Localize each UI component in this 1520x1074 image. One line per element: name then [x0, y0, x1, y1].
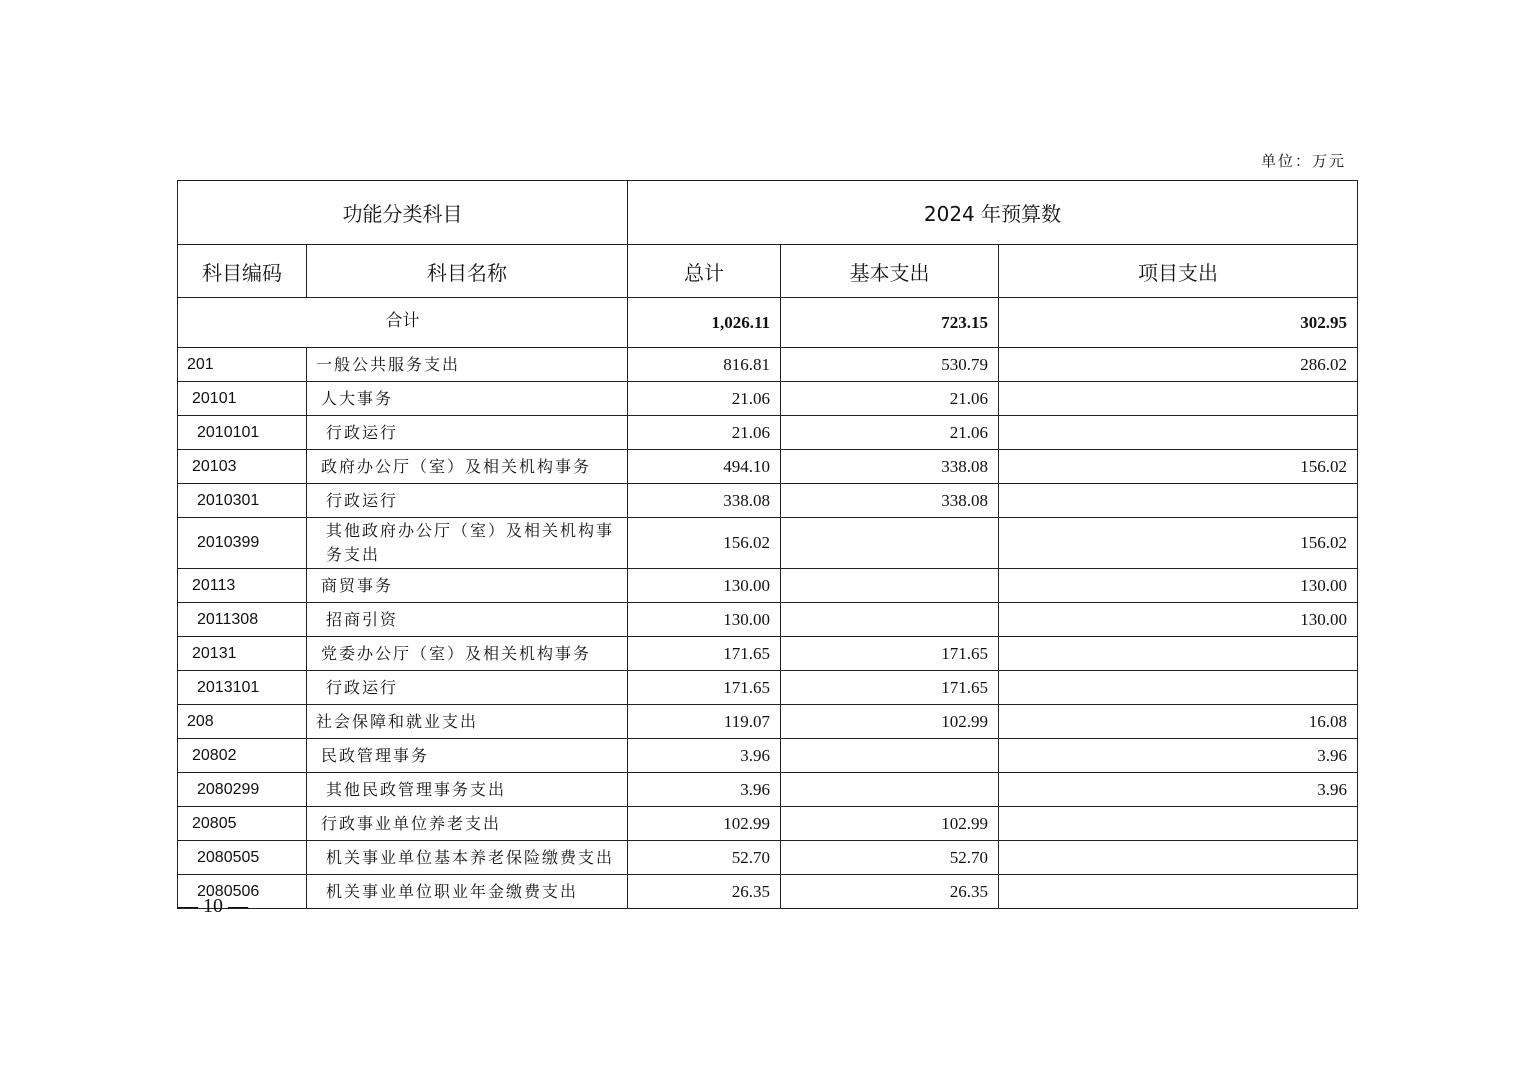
subject-name: 行政运行: [307, 416, 628, 450]
row-basic: 338.08: [781, 450, 999, 484]
row-total: 102.99: [628, 807, 781, 841]
row-project: [999, 637, 1358, 671]
row-basic: 102.99: [781, 705, 999, 739]
table-row: [178, 416, 1358, 450]
subject-name: 民政管理事务: [307, 739, 628, 773]
row-project: 3.96: [999, 773, 1358, 807]
total-row: [178, 298, 1358, 348]
total-sum: 1,026.11: [628, 298, 781, 348]
subject-name: 党委办公厅（室）及相关机构事务: [307, 637, 628, 671]
subject-name: 其他民政管理事务支出: [307, 773, 628, 807]
total-basic: 723.15: [781, 298, 999, 348]
row-project: 286.02: [999, 348, 1358, 382]
subject-name: 机关事业单位基本养老保险缴费支出: [307, 841, 628, 875]
subject-code: 201: [178, 348, 307, 382]
subject-name: 其他政府办公厅（室）及相关机构事务支出: [307, 518, 628, 569]
subject-code: 2010101: [178, 416, 307, 450]
row-total: 52.70: [628, 841, 781, 875]
row-basic: 102.99: [781, 807, 999, 841]
subject-code: 20805: [178, 807, 307, 841]
row-project: [999, 807, 1358, 841]
row-total: 816.81: [628, 348, 781, 382]
row-project: [999, 484, 1358, 518]
table-row: [178, 348, 1358, 382]
subject-code: 2013101: [178, 671, 307, 705]
subject-name: 行政运行: [307, 671, 628, 705]
subject-code: 208: [178, 705, 307, 739]
subject-code: 20802: [178, 739, 307, 773]
row-basic: 21.06: [781, 382, 999, 416]
row-project: 130.00: [999, 569, 1358, 603]
table-row: [178, 671, 1358, 705]
subject-name: 人大事务: [307, 382, 628, 416]
table-row: [178, 603, 1358, 637]
row-total: 130.00: [628, 569, 781, 603]
row-project: [999, 841, 1358, 875]
row-project: 156.02: [999, 518, 1358, 569]
table-row: [178, 807, 1358, 841]
row-project: [999, 416, 1358, 450]
table-row: [178, 450, 1358, 484]
row-basic: [781, 739, 999, 773]
subject-code: 20103: [178, 450, 307, 484]
row-total: 130.00: [628, 603, 781, 637]
row-project: [999, 382, 1358, 416]
header-subject-code: 科目编码: [178, 245, 307, 298]
header-budget-year: 2024 年预算数: [628, 181, 1358, 245]
subject-name: 政府办公厅（室）及相关机构事务: [307, 450, 628, 484]
total-project: 302.95: [999, 298, 1358, 348]
table-row: [178, 773, 1358, 807]
table-row: [178, 841, 1358, 875]
row-total: 21.06: [628, 382, 781, 416]
row-total: 171.65: [628, 637, 781, 671]
row-total: 26.35: [628, 875, 781, 909]
row-total: 494.10: [628, 450, 781, 484]
subject-code: 2011308: [178, 603, 307, 637]
subject-code: 2010301: [178, 484, 307, 518]
row-basic: [781, 518, 999, 569]
budget-table: [177, 180, 1358, 909]
row-project: [999, 875, 1358, 909]
row-project: 16.08: [999, 705, 1358, 739]
subject-name: 一般公共服务支出: [307, 348, 628, 382]
subject-code: 20101: [178, 382, 307, 416]
row-basic: 530.79: [781, 348, 999, 382]
table-row: [178, 484, 1358, 518]
table-row: [178, 382, 1358, 416]
row-total: 3.96: [628, 773, 781, 807]
subject-name: 机关事业单位职业年金缴费支出: [307, 875, 628, 909]
subject-code: 2010399: [178, 518, 307, 569]
header-total: 总计: [628, 245, 781, 298]
table-row: [178, 705, 1358, 739]
table-row: [178, 637, 1358, 671]
row-basic: 21.06: [781, 416, 999, 450]
header-functional-category: 功能分类科目: [178, 181, 628, 245]
unit-label: 单位：万元: [1260, 152, 1346, 170]
subject-name: 商贸事务: [307, 569, 628, 603]
row-basic: 26.35: [781, 875, 999, 909]
header-subject-name: 科目名称: [307, 245, 628, 298]
subject-code: 2080505: [178, 841, 307, 875]
header-basic-expenditure: 基本支出: [781, 245, 999, 298]
header-project-expenditure: 项目支出: [999, 245, 1358, 298]
subject-name: 行政事业单位养老支出: [307, 807, 628, 841]
table-row: [178, 569, 1358, 603]
row-project: [999, 671, 1358, 705]
row-basic: 171.65: [781, 671, 999, 705]
row-total: 338.08: [628, 484, 781, 518]
row-basic: 171.65: [781, 637, 999, 671]
row-basic: 52.70: [781, 841, 999, 875]
subject-name: 社会保障和就业支出: [307, 705, 628, 739]
row-project: 130.00: [999, 603, 1358, 637]
table-row: [178, 518, 1358, 569]
total-label: 合计: [178, 298, 628, 348]
subject-name: 行政运行: [307, 484, 628, 518]
row-basic: [781, 603, 999, 637]
row-total: 156.02: [628, 518, 781, 569]
row-total: 3.96: [628, 739, 781, 773]
subject-name: 招商引资: [307, 603, 628, 637]
subject-code: 2080506: [178, 875, 307, 909]
table-row: [178, 739, 1358, 773]
row-total: 119.07: [628, 705, 781, 739]
row-basic: 338.08: [781, 484, 999, 518]
page-number: — 10 —: [178, 895, 248, 917]
table-row: [178, 875, 1358, 909]
subject-code: 20113: [178, 569, 307, 603]
row-project: 3.96: [999, 739, 1358, 773]
row-total: 171.65: [628, 671, 781, 705]
row-basic: [781, 773, 999, 807]
subject-code: 20131: [178, 637, 307, 671]
row-basic: [781, 569, 999, 603]
row-project: 156.02: [999, 450, 1358, 484]
subject-code: 2080299: [178, 773, 307, 807]
row-total: 21.06: [628, 416, 781, 450]
